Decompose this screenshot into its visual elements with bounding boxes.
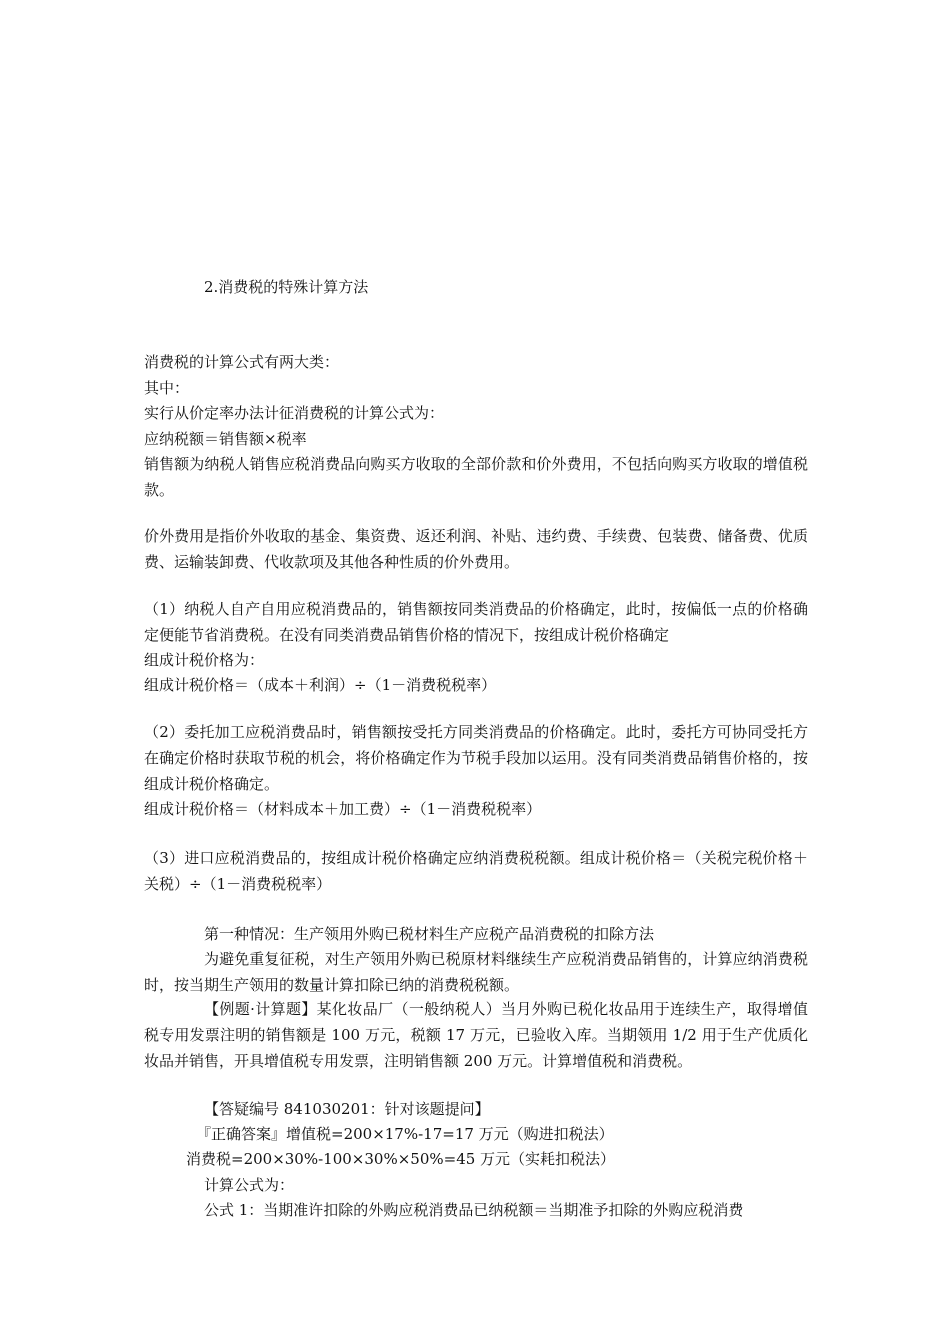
case-2-formula: 组成计税价格＝（材料成本＋加工费）÷（1－消费税税率） xyxy=(144,800,542,818)
deduction-title: 第一种情况：生产领用外购已税材料生产应税产品消费税的扣除方法 xyxy=(204,925,655,943)
section-heading: 2.消费税的特殊计算方法 xyxy=(204,278,369,296)
sales-definition-paragraph: 销售额为纳税人销售应税消费品向购买方收取的全部价款和价外费用，不包括向购买方收取的增值税款。 xyxy=(144,455,808,499)
intro-line-1: 消费税的计算公式有两大类： xyxy=(144,353,340,371)
answer-consumption-tax: 消费税=200×30%-100×30%×50%=45 万元（实耗扣税法） xyxy=(186,1150,616,1168)
case-1-paragraph: （1）纳税人自产自用应税消费品的，销售额按同类消费品的价格确定，此时，按偏低一点的价格确定便能节省消费税。在没有同类消费品销售价格的情况下，按组成计税价格确定 xyxy=(144,600,808,644)
formula-label: 计算公式为： xyxy=(204,1176,295,1194)
question-number: 【答疑编号 841030201：针对该题提问】 xyxy=(204,1100,490,1118)
case-2-paragraph: （2）委托加工应税消费品时，销售额按受托方同类消费品的价格确定。此时，委托方可协同受托方在确定价格时获取节税的机会，将价格确定作为节税手段加以运用。没有同类消费品销售价格的，按组成计税价格确定。 xyxy=(144,723,808,793)
example-paragraph: 【例题·计算题】某化妆品厂（一般纳税人）当月外购已税化妆品用于连续生产，取得增值税专用发票注明的销售额是 100 万元，税额 17 万元，已验收入库。当期领用 1/2 用于生产优质化妆品并销售，开具增值税专用发票，注明销售额 200 万元。计算增值税和消费税。 xyxy=(144,1000,808,1070)
intro-line-3: 实行从价定率办法计征消费税的计算公式为： xyxy=(144,404,445,422)
extra-fees-paragraph: 价外费用是指价外收取的基金、集资费、返还利润、补贴、违约费、手续费、包装费、储备费、优质费、运输装卸费、代收款项及其他各种性质的价外费用。 xyxy=(144,527,808,571)
tax-formula: 应纳税额＝销售额×税率 xyxy=(144,430,307,448)
case-3-paragraph: （3）进口应税消费品的，按组成计税价格确定应纳消费税税额。组成计税价格＝（关税完税价格＋关税）÷（1－消费税税率） xyxy=(144,849,808,893)
deduction-paragraph: 为避免重复征税，对生产领用外购已税原材料继续生产应税消费品销售的，计算应纳消费税时，按当期生产领用的数量计算扣除已纳的消费税税额。 xyxy=(144,950,808,994)
intro-line-2: 其中： xyxy=(144,379,190,397)
case-1-formula: 组成计税价格＝（成本＋利润）÷（1－消费税税率） xyxy=(144,676,497,694)
case-1-label: 组成计税价格为： xyxy=(144,651,265,669)
formula-1: 公式 1：当期准许扣除的外购应税消费品已纳税额＝当期准予扣除的外购应税消费 xyxy=(204,1201,744,1219)
answer-vat: 『正确答案』增值税=200×17%-17=17 万元（购进扣税法） xyxy=(196,1125,614,1143)
